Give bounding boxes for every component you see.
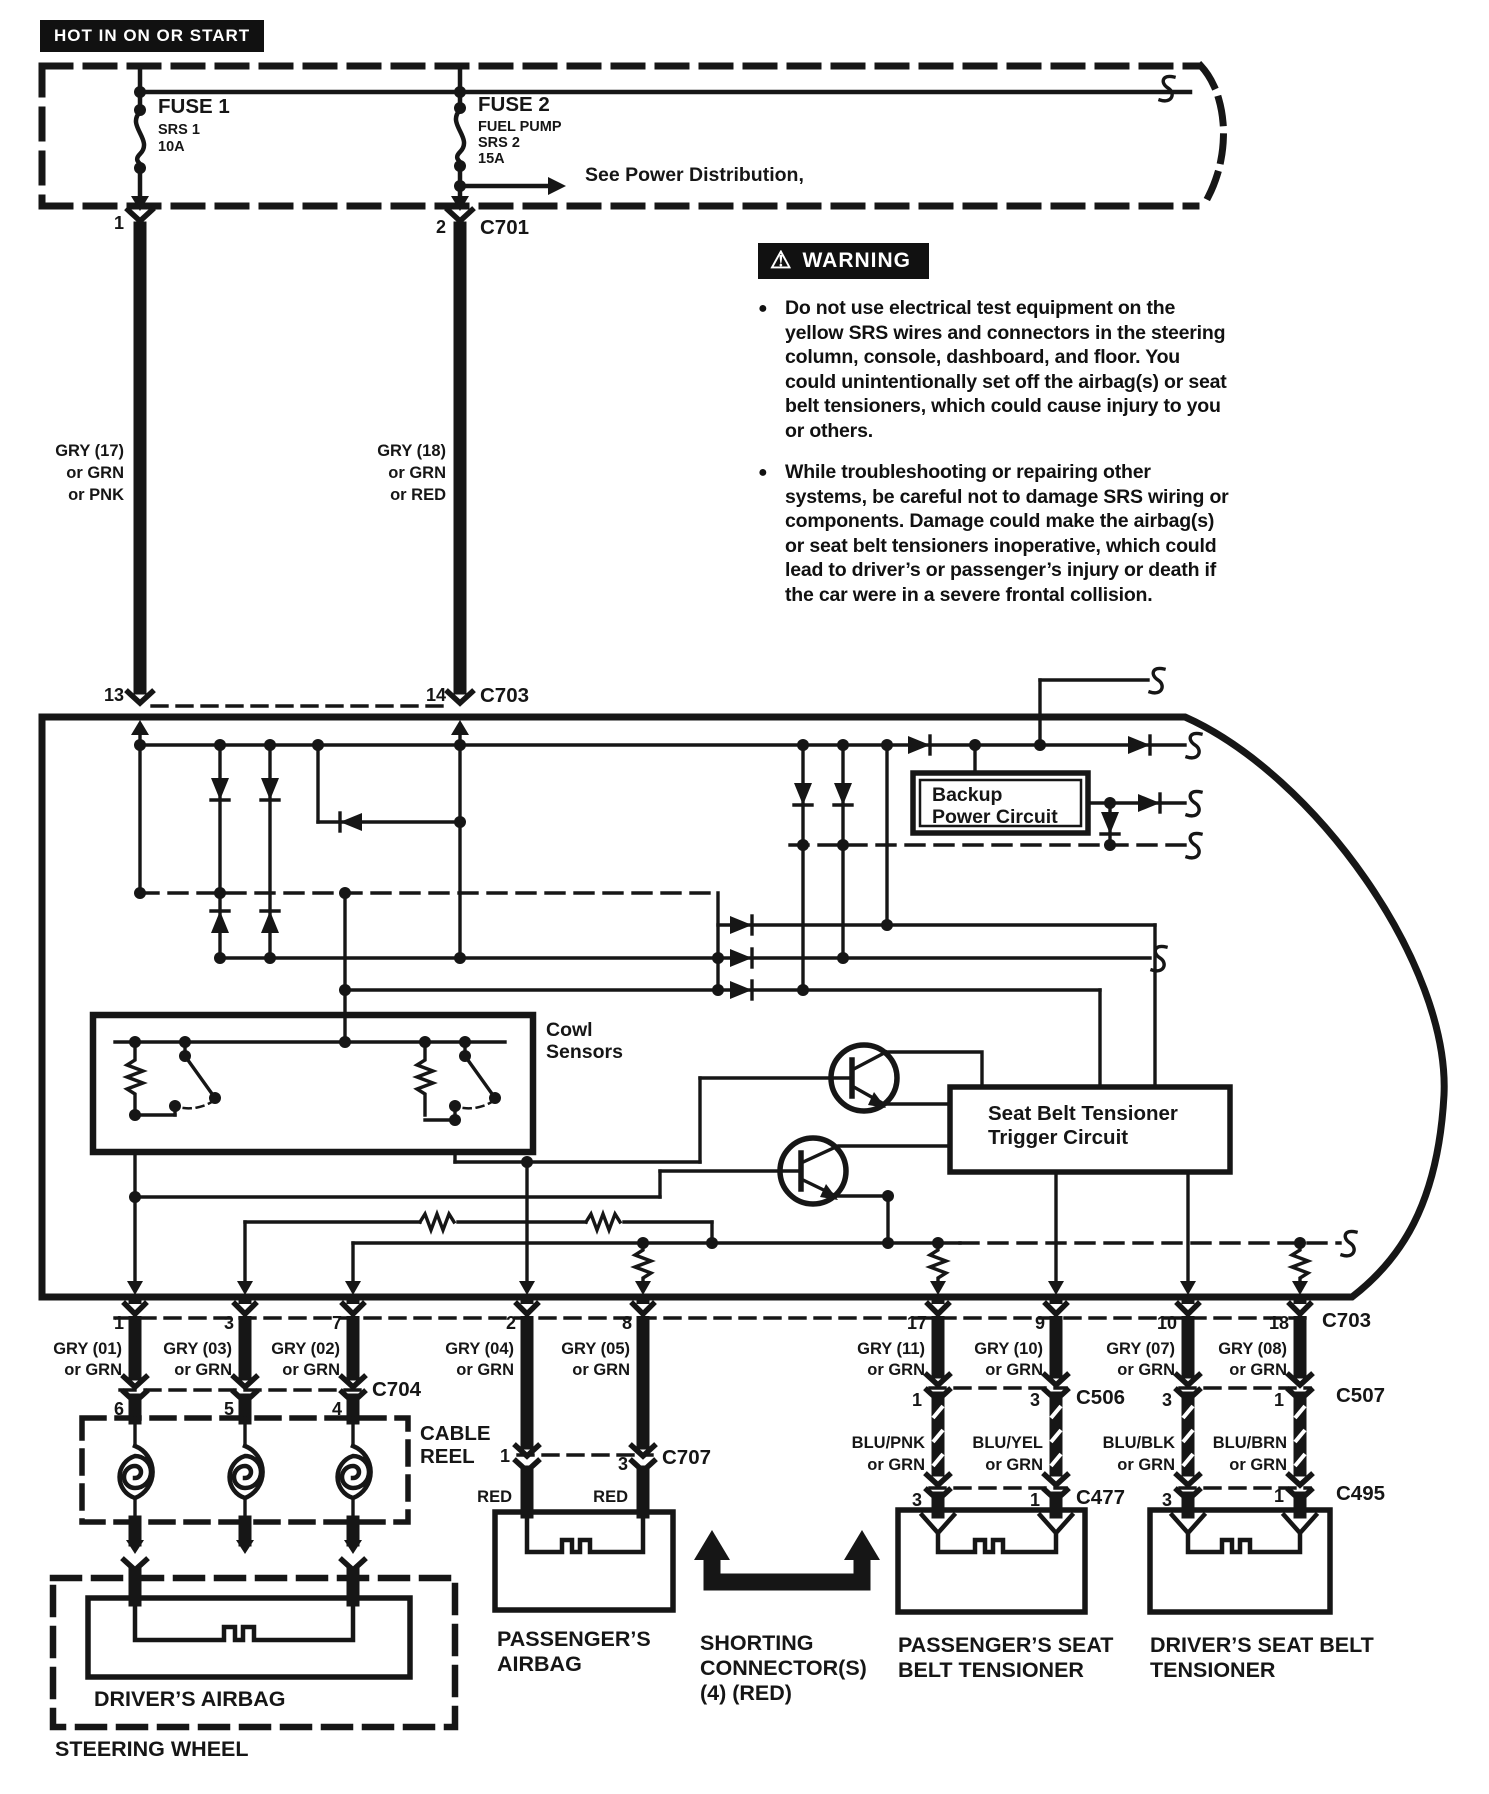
srs-unit-box — [42, 717, 1444, 1297]
connector-notches — [125, 1304, 1310, 1316]
arrow-up-icon — [694, 1530, 730, 1560]
wire-color-label: or GRN — [985, 1456, 1043, 1474]
connector-c506-c507 — [912, 1375, 1385, 1410]
connector-label: C707 — [662, 1446, 712, 1469]
diode-down-icon — [834, 783, 852, 805]
pin-number: 9 — [1034, 1313, 1045, 1333]
fuse2-detail: 15A — [478, 151, 505, 167]
wire-color-label: or GRN — [1229, 1361, 1287, 1379]
cable-reel-label: REEL — [420, 1445, 475, 1468]
trigger-circuit-label: Trigger Circuit — [988, 1126, 1129, 1149]
junction-dots — [129, 86, 1306, 1249]
pin-number: 7 — [331, 1313, 342, 1333]
wire-color-label: GRY (17) — [55, 442, 124, 460]
wire-color-label: or GRN — [282, 1361, 340, 1379]
resistor-icon — [417, 1042, 433, 1115]
wire-color-label: or GRN — [388, 464, 446, 482]
pin-number: 13 — [103, 685, 124, 705]
wire-color-label: or GRN — [1117, 1361, 1175, 1379]
cable-reel-label: CABLE — [420, 1422, 491, 1445]
continuation-icon — [1187, 833, 1201, 857]
connector-c704 — [114, 1377, 422, 1419]
transistor-icon — [780, 1138, 950, 1204]
connector-c701 — [114, 210, 529, 239]
pin-feed-arrows — [127, 1281, 1308, 1295]
warning-item: ● Do not use electrical test equipment on the yellow SRS wires and connectors in the steering column, console, dashboard, and floor. You could unintentionally set off the airbag(s) or seat belt tensioners, which could cause injury to you or others. — [758, 296, 1232, 443]
wire-color-label: GRY (02) — [271, 1340, 340, 1358]
fuse1-detail: 10A — [158, 139, 185, 155]
wire-color-label: BLU/BRN — [1212, 1434, 1287, 1452]
arrow-right-icon — [548, 177, 566, 195]
pin-number: 1 — [911, 1390, 922, 1410]
pin-number: 3 — [1029, 1390, 1040, 1410]
pin-number: 18 — [1268, 1313, 1289, 1333]
shorting-connector-label: (4) (RED) — [700, 1681, 792, 1705]
arrow-up-icon — [844, 1530, 880, 1560]
warning-title: WARNING — [802, 249, 912, 272]
diode-right-icon — [730, 949, 752, 967]
fuse-1 — [131, 66, 230, 211]
wire-color-label: or PNK — [68, 486, 124, 504]
driver-tensioner-label: DRIVER’S SEAT BELT — [1150, 1633, 1374, 1657]
coil-spiral-icon — [338, 1418, 371, 1522]
diode-right-icon — [730, 916, 752, 934]
continuation-icon — [1160, 76, 1174, 100]
resistor-icon — [586, 1214, 620, 1230]
srs-feed-wires — [55, 228, 460, 688]
pin-number: 2 — [505, 1313, 516, 1333]
wire-color-label: RED — [593, 1488, 628, 1506]
pin-number: 1 — [113, 213, 124, 233]
seat-belt-tensioner-trigger-circuit — [950, 1087, 1230, 1172]
continuation-icon — [1187, 733, 1201, 757]
pin-number: 4 — [331, 1399, 342, 1419]
pin-number: 17 — [906, 1313, 927, 1333]
diode-right-icon — [1128, 736, 1150, 754]
connector-label: C701 — [480, 216, 530, 239]
wire-color-label: BLU/YEL — [972, 1434, 1043, 1452]
connector-label: C495 — [1336, 1482, 1386, 1505]
fuse1-name: FUSE 1 — [158, 95, 230, 118]
diode-right-icon — [908, 736, 930, 754]
wire-color-label: or GRN — [66, 464, 124, 482]
drivers-seat-belt-tensioner — [1150, 1510, 1374, 1682]
wire-color-label: GRY (08) — [1218, 1340, 1287, 1358]
diode-down-icon — [261, 778, 279, 800]
pin-number: 5 — [223, 1399, 234, 1419]
pin-number: 1 — [1273, 1390, 1284, 1410]
diode-down-icon — [1101, 812, 1119, 834]
pin-number: 1 — [1029, 1490, 1040, 1510]
wire-color-label: or GRN — [867, 1456, 925, 1474]
igniter-icon — [527, 1516, 643, 1552]
diode-down-icon — [794, 783, 812, 805]
drivers-airbag — [88, 1598, 410, 1711]
pin-number: 2 — [435, 217, 446, 237]
cowl-sensors-label: Cowl — [546, 1019, 593, 1041]
connector-label: C477 — [1076, 1486, 1126, 1509]
connector-label: C506 — [1076, 1386, 1126, 1409]
hot-in-on-or-start-label: HOT IN ON OR START — [40, 20, 264, 52]
pin-number: 14 — [425, 685, 446, 705]
pin-number: 8 — [621, 1313, 632, 1333]
switch-icon — [465, 1056, 495, 1098]
fuse-2 — [451, 66, 566, 211]
igniter-icon — [1172, 1515, 1316, 1552]
pin-number: 6 — [113, 1399, 124, 1419]
cable-reel — [82, 1418, 491, 1522]
passenger-tensioner-label: BELT TENSIONER — [898, 1658, 1084, 1682]
diode-up-icon — [211, 911, 229, 933]
wire-color-label: or GRN — [1229, 1456, 1287, 1474]
cable-reel-outputs — [124, 1522, 364, 1600]
coil-spiral-icon — [120, 1418, 153, 1522]
wire-color-label: BLU/BLK — [1102, 1434, 1175, 1452]
warning-item: ● While troubleshooting or repairing other systems, be careful not to damage SRS wiring or components. Damage could make the airbag(s) or seat belt tensioners inoperative, which could lead to driver’s or passenger’s injury or death if the car were in a severe frontal collision. — [758, 460, 1232, 607]
passenger-tensioner-label: PASSENGER’S SEAT — [898, 1633, 1114, 1657]
cowl-sensors — [93, 1015, 623, 1152]
drivers-airbag-label: DRIVER’S AIRBAG — [94, 1687, 286, 1711]
fuse2-detail: SRS 2 — [478, 135, 520, 151]
diode-right-icon — [1138, 794, 1160, 812]
pin-number: 3 — [1161, 1390, 1172, 1410]
wire-color-label: GRY (18) — [377, 442, 446, 460]
switch-icon — [185, 1056, 215, 1098]
wire-color-label: GRY (05) — [561, 1340, 630, 1358]
fuse2-detail: FUEL PUMP — [478, 119, 562, 135]
wire-color-label: BLU/PNK — [851, 1434, 925, 1452]
igniter-icon — [135, 1602, 353, 1640]
driver-tensioner-label: TENSIONER — [1150, 1658, 1276, 1682]
connector-label: C703 — [1322, 1309, 1372, 1332]
shorting-connector-label: SHORTING — [700, 1631, 814, 1655]
wire-color-label: or GRN — [867, 1361, 925, 1379]
pin-number: 10 — [1156, 1313, 1177, 1333]
continuation-icon — [1342, 1231, 1356, 1255]
wire-color-label: or GRN — [1117, 1456, 1175, 1474]
wire-color-label: or GRN — [174, 1361, 232, 1379]
connector-c707 — [477, 1446, 711, 1512]
pin-number: 3 — [223, 1313, 234, 1333]
connector-label: C703 — [480, 684, 530, 707]
steering-wheel — [53, 1578, 455, 1761]
pin-number: 3 — [617, 1454, 628, 1474]
backup-power-label: Power Circuit — [932, 806, 1058, 828]
resistor-icon — [420, 1214, 454, 1230]
wire-color-label: GRY (01) — [53, 1340, 122, 1358]
transistor-icon — [831, 1045, 982, 1111]
connector-label: C507 — [1336, 1384, 1386, 1407]
coil-spiral-icon — [230, 1418, 263, 1522]
wire-color-label: GRY (04) — [445, 1340, 514, 1358]
fuse1-detail: SRS 1 — [158, 122, 200, 138]
pin-number: 1 — [113, 1313, 124, 1333]
wire-color-label: or GRN — [64, 1361, 122, 1379]
wire-color-label: or GRN — [572, 1361, 630, 1379]
passengers-airbag-label: AIRBAG — [497, 1652, 582, 1676]
passengers-airbag-label: PASSENGER’S — [497, 1627, 651, 1651]
diode-down-icon — [211, 778, 229, 800]
diode-up-icon — [261, 911, 279, 933]
backup-power-circuit — [913, 773, 1088, 833]
connector-label: C704 — [372, 1378, 422, 1401]
pin-number: 1 — [1273, 1486, 1284, 1506]
see-power-distribution-note: See Power Distribution, — [585, 164, 804, 186]
continuation-icon — [1187, 791, 1201, 815]
continuation-icon — [1150, 668, 1164, 692]
cowl-sensors-label: Sensors — [546, 1041, 623, 1063]
passengers-seat-belt-tensioner — [898, 1510, 1113, 1682]
backup-power-label: Backup — [932, 784, 1003, 806]
wire-color-label: GRY (10) — [974, 1340, 1043, 1358]
passengers-airbag — [495, 1512, 673, 1676]
srs-unit-internal-wiring — [131, 668, 1356, 1283]
resistor-icon — [127, 1042, 143, 1115]
fuse2-name: FUSE 2 — [478, 93, 550, 116]
shorting-connector-label: CONNECTOR(S) — [700, 1656, 867, 1680]
trigger-circuit-label: Seat Belt Tensioner — [988, 1102, 1178, 1125]
igniter-icon — [922, 1515, 1072, 1552]
pin-number: 1 — [499, 1446, 510, 1466]
wire-color-label: or RED — [390, 486, 446, 504]
pin-number: 3 — [911, 1490, 922, 1510]
wire-color-label: GRY (03) — [163, 1340, 232, 1358]
steering-wheel-label: STEERING WHEEL — [55, 1737, 249, 1761]
wire-color-label: GRY (07) — [1106, 1340, 1175, 1358]
wire-color-label: or GRN — [985, 1361, 1043, 1379]
pin-number: 3 — [1161, 1490, 1172, 1510]
warning-triangle-icon: ⚠ — [770, 247, 793, 274]
wire-color-label: RED — [477, 1488, 512, 1506]
connector-c477-c495 — [912, 1475, 1385, 1512]
diode-left-icon — [340, 813, 362, 831]
diode-right-icon — [730, 981, 752, 999]
shorting-connector — [694, 1530, 880, 1705]
wire-color-label: GRY (11) — [857, 1340, 925, 1358]
wire-color-label: or GRN — [456, 1361, 514, 1379]
